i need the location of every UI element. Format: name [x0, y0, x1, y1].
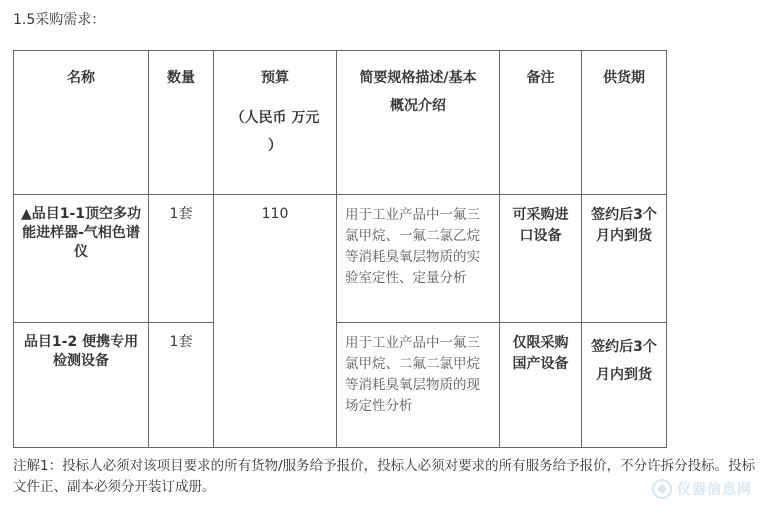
header-quantity: 数量 — [149, 51, 214, 195]
row2-supply: 签约后3个月内到货 — [582, 323, 667, 448]
header-notes: 备注 — [500, 51, 582, 195]
row2-description: 用于工业产品中一氟三氯甲烷、二氟二氯甲烷等消耗臭氧层物质的现场定性分析 — [337, 323, 500, 448]
row1-quantity: 1套 — [149, 195, 214, 323]
row1-name: ▲品目1-1顶空多功能进样器-气相色谱仪 — [14, 195, 149, 323]
row2-quantity: 1套 — [149, 323, 214, 448]
header-supply: 供货期 — [582, 51, 667, 195]
header-name: 名称 — [14, 51, 149, 195]
row1-description: 用于工业产品中一氟三氯甲烷、一氟二氯乙烷等消耗臭氧层物质的实验室定性、定量分析 — [337, 195, 500, 323]
row2-name: 品目1-2 便携专用检测设备 — [14, 323, 149, 448]
row2-notes: 仅限采购国产设备 — [500, 323, 582, 448]
watermark-text: 仪器信息网 — [677, 482, 752, 498]
row1-notes: 可采购进口设备 — [500, 195, 582, 323]
table-header-row — [14, 51, 667, 195]
header-description — [337, 51, 500, 195]
header-budget-line1: 预算 — [261, 70, 289, 86]
table-row — [14, 195, 667, 323]
watermark — [651, 478, 769, 500]
footnote: 注解1：投标人必须对该项目要求的所有货物/服务给予报价，投标人必须对要求的所有服务给予报价，不分许拆分投标。投标文件正、副本必须分开装订成册。 — [13, 458, 756, 495]
logo-mark-icon — [651, 478, 673, 500]
header-budget — [214, 51, 337, 195]
header-description-line2: 概况介绍 — [390, 98, 446, 114]
table-row — [14, 323, 667, 448]
header-description-line1: 简要规格描述/基本 — [359, 70, 477, 86]
section-heading: 1.5采购需求： — [13, 12, 106, 28]
budget-cell: 110 — [214, 195, 337, 448]
header-budget-line2: （人民币 万元 — [230, 110, 320, 126]
header-budget-line3: ） — [268, 138, 282, 154]
procurement-table — [13, 50, 667, 448]
row1-supply: 签约后3个月内到货 — [582, 195, 667, 323]
